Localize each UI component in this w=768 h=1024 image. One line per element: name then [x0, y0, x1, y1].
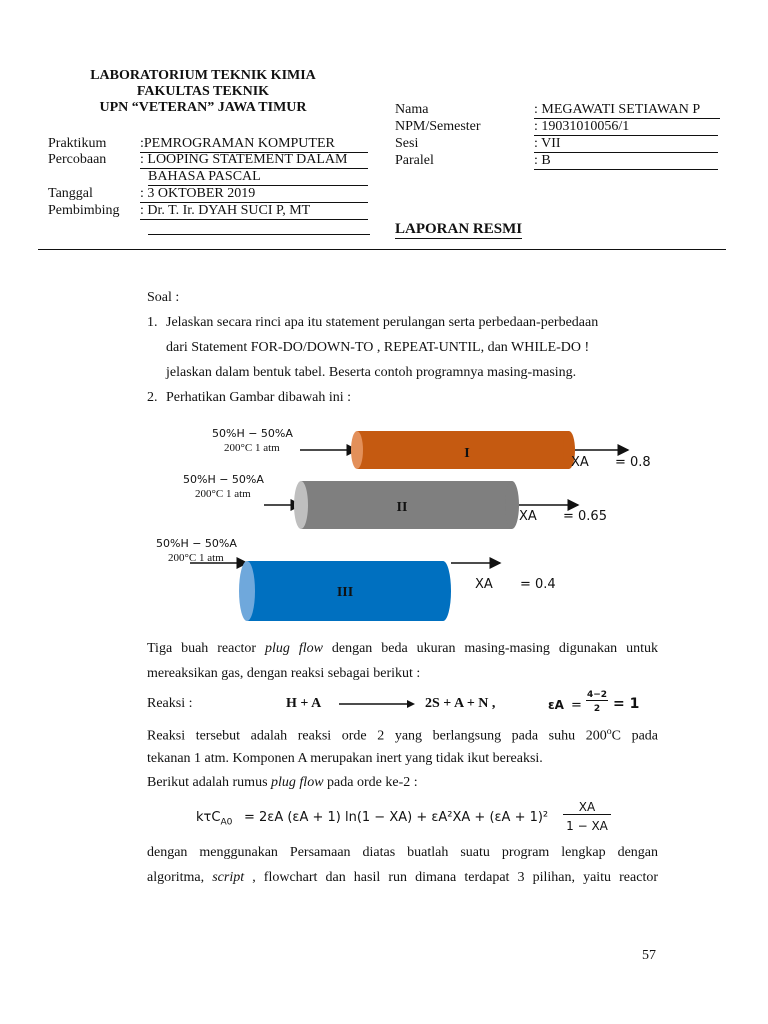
lab-title: LABORATORIUM TEKNIK KIMIA	[90, 68, 316, 83]
percobaan-value: : LOOPING STATEMENT DALAM	[140, 152, 368, 169]
epsilon-numerator: 4−2	[586, 690, 608, 700]
paralel-value: : B	[534, 153, 718, 170]
reactor-ii-label: II	[396, 500, 408, 515]
formula-fraction-denominator: 1 − XA	[566, 819, 608, 833]
npm-value: : 19031010056/1	[534, 119, 718, 136]
tanggal-label: Tanggal	[48, 186, 93, 201]
header-divider	[38, 249, 726, 250]
percobaan-label: Percobaan	[48, 152, 107, 167]
paragraph-4-line-1: dengan menggunakan Persamaan diatas buatlah suatu program lengkap dengan	[147, 845, 658, 860]
reaction-arrow-icon	[337, 698, 417, 710]
formula-fraction-numerator: XA	[563, 800, 611, 815]
formula-main: = 2εA (εA + 1) ln(1 − XA) + εA²XA + (εA + 1)²	[244, 810, 549, 825]
reactor-ii-xa-value: = 0.65	[563, 509, 607, 524]
faculty-title: FAKULTAS TEKNIK	[136, 84, 270, 99]
nama-value: : MEGAWATI SETIAWAN P	[534, 102, 720, 119]
reactor-i-label: I	[464, 446, 470, 461]
q1-line-2: dari Statement FOR-DO/DOWN-TO , REPEAT-UNTIL, dan WHILE-DO !	[166, 340, 590, 355]
signature-line	[148, 234, 370, 235]
page-number: 57	[642, 948, 656, 963]
q2-number: 2.	[147, 390, 158, 405]
reaction-label: Reaksi :	[147, 696, 193, 711]
praktikum-label: Praktikum	[48, 136, 107, 151]
q1-number: 1.	[147, 315, 158, 330]
reactor-figure	[0, 415, 768, 630]
sesi-label: Sesi	[395, 136, 419, 151]
reaction-products: 2S + A + N ,	[425, 696, 496, 711]
reactor-iii-condition: 200°C 1 atm	[168, 552, 224, 564]
paragraph-1-line-1: Tiga buah reactor plug flow dengan beda ukuran masing-masing digunakan untuk	[147, 641, 658, 656]
reactor-i-condition: 200°C 1 atm	[224, 442, 280, 454]
q1-line-3: jelaskan dalam bentuk tabel. Beserta contoh programnya masing-masing.	[166, 365, 577, 380]
reaction-reactants: H + A	[286, 696, 322, 711]
reactor-i-xa-label: XA	[571, 455, 589, 470]
paragraph-4-line-2: algoritma, script , flowchart dan hasil run dimana terdapat 3 pilihan, yaitu reactor	[147, 870, 658, 885]
university-title: UPN “VETERAN” JAWA TIMUR	[99, 100, 307, 115]
q2-text: Perhatikan Gambar dibawah ini :	[166, 390, 352, 405]
pembimbing-label: Pembimbing	[48, 203, 120, 218]
paragraph-3: Berikut adalah rumus plug flow pada orde ke-2 :	[147, 775, 418, 790]
paragraph-1-line-2: mereaksikan gas, dengan reaksi sebagai berikut :	[147, 666, 421, 681]
pembimbing-value: : Dr. T. Ir. DYAH SUCI P, MT	[140, 203, 368, 220]
epsilon-symbol: εA	[548, 698, 564, 712]
reactor-i-feed: 50%H − 50%A	[212, 427, 293, 440]
sesi-value: : VII	[534, 136, 718, 153]
soal-heading: Soal :	[147, 290, 180, 305]
praktikum-value: :PEMROGRAMAN KOMPUTER	[140, 136, 368, 153]
reactor-ii-condition: 200°C 1 atm	[195, 488, 251, 500]
reactor-iii-xa-label: XA	[475, 577, 493, 592]
reactor-iii-xa-value: = 0.4	[520, 577, 556, 592]
percobaan-value-cont: BAHASA PASCAL	[148, 169, 368, 186]
epsilon-equals: =	[571, 698, 582, 713]
reactor-iii	[156, 537, 556, 621]
reactor-ii-feed: 50%H − 50%A	[183, 473, 264, 486]
reactor-i-xa-value: = 0.8	[615, 455, 651, 470]
nama-label: Nama	[395, 102, 429, 117]
tanggal-value: : 3 OKTOBER 2019	[140, 186, 368, 203]
paralel-label: Paralel	[395, 153, 434, 168]
formula-lhs: kτC$_{A0}$	[196, 810, 233, 828]
report-title: LAPORAN RESMI	[395, 221, 523, 237]
paragraph-2-line-1: Reaksi tersebut adalah reaksi orde 2 yang berlangsung pada suhu 200$^o$C pada	[147, 726, 659, 744]
epsilon-value: = 1	[613, 696, 640, 712]
epsilon-denominator: 2	[593, 704, 601, 714]
reactor-iii-feed: 50%H − 50%A	[156, 537, 237, 550]
reactor-ii	[183, 473, 607, 529]
reactor-ii-xa-label: XA	[519, 509, 537, 524]
reactor-i	[212, 427, 651, 470]
paragraph-2-line-2: tekanan 1 atm. Komponen A merupakan inert yang tidak ikut bereaksi.	[147, 751, 543, 766]
reactor-iii-label: III	[336, 585, 354, 600]
q1-line-1: Jelaskan secara rinci apa itu statement perulangan serta perbedaan-perbedaan	[166, 315, 599, 330]
npm-label: NPM/Semester	[395, 119, 481, 134]
